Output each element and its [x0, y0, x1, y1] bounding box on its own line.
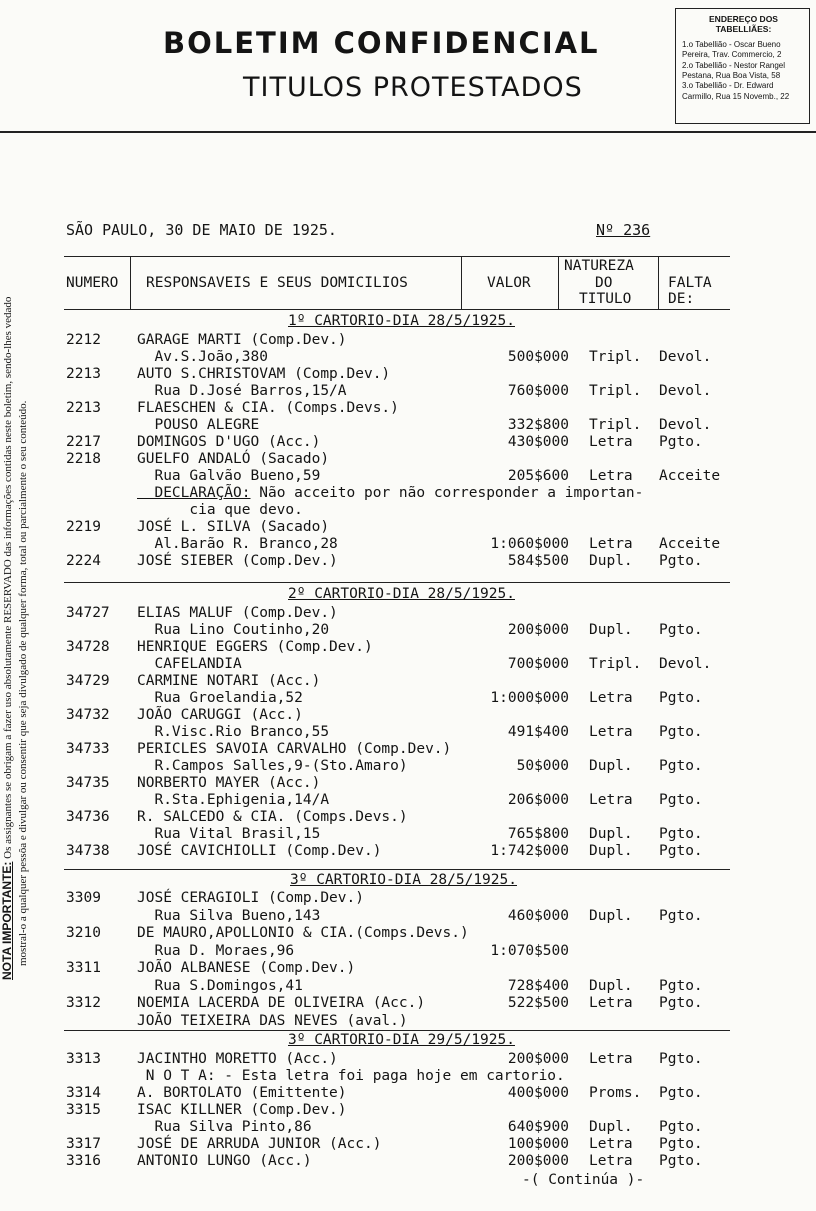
- entry-name: JOSÉ DE ARRUDA JUNIOR (Acc.): [137, 1136, 382, 1152]
- entry-detail: R.Visc.Rio Branco,55: [137, 724, 330, 740]
- entry-falta: Pgto.: [659, 622, 703, 638]
- entry-falta: Pgto.: [659, 843, 703, 859]
- entry-number: 34736: [66, 809, 110, 825]
- entry-name: JOSÉ SIEBER (Comp.Dev.): [137, 553, 338, 569]
- entry-detail: Rua Groelandia,52: [137, 690, 303, 706]
- entry-valor: 200$000: [507, 1153, 569, 1169]
- section-rule: [64, 869, 730, 870]
- continua-note: -( Continúa )-: [522, 1172, 645, 1188]
- entry-number: 2212: [66, 332, 101, 348]
- entry-natureza: Letra: [589, 468, 633, 484]
- entry-name: JOSÉ CERAGIOLI (Comp.Dev.): [137, 890, 364, 906]
- entry-natureza: Dupl.: [589, 843, 633, 859]
- entry-valor: 584$500: [507, 553, 569, 569]
- entry-number: 34738: [66, 843, 110, 859]
- entry-name: PERICLES SAVOIA CARVALHO (Comp.Dev.): [137, 741, 452, 757]
- entry-name: NOEMIA LACERDA DE OLIVEIRA (Acc.): [137, 995, 426, 1011]
- entry-natureza: Letra: [589, 995, 633, 1011]
- entry-falta: Devol.: [659, 656, 712, 672]
- col-header-numero: NUMERO: [66, 275, 119, 291]
- entry-valor: 500$000: [507, 349, 569, 365]
- col-header-responsaveis: RESPONSAVEIS E SEUS DOMICILIOS: [146, 275, 408, 291]
- entry-falta: Pgto.: [659, 792, 703, 808]
- entry-number: 3210: [66, 925, 101, 941]
- entry-number: 2224: [66, 553, 101, 569]
- entry-falta: Pgto.: [659, 434, 703, 450]
- entry-number: 2213: [66, 366, 101, 382]
- entry-valor: 200$000: [507, 1051, 569, 1067]
- entry-natureza: Tripl.: [589, 349, 642, 365]
- entry-falta: Pgto.: [659, 690, 703, 706]
- entry-detail: Rua Galvão Bueno,59: [137, 468, 321, 484]
- entry-detail: DECLARAÇÃO: Não acceito por não corresponder a importan-: [137, 485, 644, 501]
- address-line: Pereira, Trav. Commercio, 2: [682, 50, 782, 60]
- entry-detail: Rua Silva Bueno,143: [137, 907, 321, 924]
- column-divider: [461, 256, 462, 310]
- entry-name: DOMINGOS D'UGO (Acc.): [137, 434, 321, 450]
- entry-valor: 728$400: [507, 977, 569, 994]
- col-header-falta: DE:: [668, 291, 695, 307]
- entry-natureza: Dupl.: [589, 758, 633, 774]
- entry-valor: 640$900: [507, 1119, 569, 1135]
- entry-name: A. BORTOLATO (Emittente): [137, 1085, 347, 1101]
- entry-valor: 1:060$000: [490, 536, 569, 552]
- entry-valor: 400$000: [507, 1085, 569, 1101]
- entry-name: DE MAURO,APOLLONIO & CIA.(Comps.Devs.): [137, 925, 469, 941]
- entry-valor: 1:000$000: [490, 690, 569, 706]
- address-line: Carmillo, Rua 15 Novemb., 22: [682, 91, 790, 101]
- entry-detail: POUSO ALEGRE: [137, 417, 260, 433]
- entry-name: GARAGE MARTI (Comp.Dev.): [137, 332, 347, 348]
- entry-detail: R.Sta.Ephigenia,14/A: [137, 792, 330, 808]
- section-title: 2º CARTORIO-DIA 28/5/1925.: [288, 586, 515, 602]
- entry-falta: Devol.: [659, 349, 712, 365]
- entry-name: HENRIQUE EGGERS (Comp.Dev.): [137, 639, 373, 655]
- entry-valor: 760$000: [507, 383, 569, 399]
- entry-number: 3317: [66, 1136, 101, 1152]
- column-divider: [558, 256, 559, 310]
- side-note: [0, 220, 31, 980]
- section-title: 1º CARTORIO-DIA 28/5/1925.: [288, 313, 515, 329]
- entry-detail: Rua D. Moraes,96: [137, 942, 295, 959]
- address-line: 2.o Tabellião - Nestor Rangel: [682, 60, 786, 70]
- entry-falta: Devol.: [659, 417, 712, 433]
- entry-valor: 100$000: [507, 1136, 569, 1152]
- entry-number: 3312: [66, 995, 101, 1011]
- entry-valor: 1:070$500: [490, 942, 569, 959]
- entry-name: ELIAS MALUF (Comp.Dev.): [137, 605, 338, 621]
- col-header-natureza: TITULO: [579, 291, 632, 307]
- address-line: 1.o Tabellião - Oscar Bueno: [682, 39, 781, 49]
- entry-name: FLAESCHEN & CIA. (Comps.Devs.): [137, 400, 399, 416]
- entry-number: 3316: [66, 1153, 101, 1169]
- entry-natureza: Tripl.: [589, 383, 642, 399]
- entry-name: JOSÉ CAVICHIOLLI (Comp.Dev.): [137, 843, 382, 859]
- entry-valor: 1:742$000: [490, 843, 569, 859]
- side-note-line2: mostral-o a qualquer pessôa e divulgar ou consentir que seja divulgado de qualquer forma, total ou parcialmente o seu conteúdo.: [17, 400, 29, 966]
- section-rule: [64, 582, 730, 583]
- entry-valor: 200$000: [507, 622, 569, 638]
- entry-natureza: Dupl.: [589, 977, 633, 994]
- entry-valor: 700$000: [507, 656, 569, 672]
- section-title: 3º CARTORIO-DIA 29/5/1925.: [288, 1032, 515, 1048]
- entry-number: 34735: [66, 775, 110, 791]
- entry-number: 3311: [66, 960, 101, 976]
- entry-natureza: Dupl.: [589, 622, 633, 638]
- entry-falta: Devol.: [659, 383, 712, 399]
- entry-valor: 430$000: [507, 434, 569, 450]
- entry-name: AUTO S.CHRISTOVAM (Comp.Dev.): [137, 366, 391, 382]
- entry-valor: 460$000: [507, 907, 569, 924]
- entry-natureza: Dupl.: [589, 907, 633, 924]
- column-divider: [130, 256, 131, 310]
- entry-valor: 206$000: [507, 792, 569, 808]
- col-header-natureza: NATUREZA: [564, 258, 634, 274]
- entry-detail: Rua Lino Coutinho,20: [137, 622, 330, 638]
- entry-detail: R.Campos Salles,9-(Sto.Amaro): [137, 758, 408, 774]
- entry-valor: 765$800: [507, 826, 569, 842]
- entry-number: 34733: [66, 741, 110, 757]
- address-heading: ENDEREÇO DOS TABELLIÃES:: [709, 14, 778, 35]
- entry-number: 34729: [66, 673, 110, 689]
- entry-detail: JOÃO TEIXEIRA DAS NEVES (aval.): [137, 1012, 408, 1029]
- entry-number: 3309: [66, 890, 101, 906]
- entry-falta: Pgto.: [659, 826, 703, 842]
- table-header-rule: [64, 309, 730, 310]
- entry-falta: Pgto.: [659, 553, 703, 569]
- entry-natureza: Letra: [589, 1051, 633, 1067]
- address-line: 3.o Tabellião - Dr. Edward: [682, 81, 774, 91]
- entry-detail: Av.S.João,380: [137, 349, 268, 365]
- entry-name: ANTONIO LUNGO (Acc.): [137, 1153, 312, 1169]
- entry-natureza: Letra: [589, 536, 633, 552]
- entry-number: 3313: [66, 1051, 101, 1067]
- entry-name: CARMINE NOTARI (Acc.): [137, 673, 321, 689]
- declaracao-label: DECLARAÇÃO:: [137, 485, 251, 501]
- dateline: SÃO PAULO, 30 DE MAIO DE 1925.: [66, 221, 337, 239]
- header-rule: [0, 131, 816, 133]
- entry-natureza: Dupl.: [589, 1119, 633, 1135]
- entry-name: R. SALCEDO & CIA. (Comps.Devs.): [137, 809, 408, 825]
- entry-natureza: Letra: [589, 434, 633, 450]
- entry-natureza: Letra: [589, 792, 633, 808]
- entry-detail: CAFELANDIA: [137, 656, 242, 672]
- entry-number: 2218: [66, 451, 101, 467]
- entry-natureza: Dupl.: [589, 553, 633, 569]
- entry-valor: 332$800: [507, 417, 569, 433]
- entry-falta: Acceite: [659, 468, 721, 484]
- entry-detail: Rua Silva Pinto,86: [137, 1119, 312, 1135]
- entry-natureza: Letra: [589, 1136, 633, 1152]
- bulletin-title: BOLETIM CONFIDENCIAL: [163, 26, 600, 60]
- entry-name: JOÃO ALBANESE (Comp.Dev.): [137, 960, 356, 976]
- entry-name: JOÃO CARUGGI (Acc.): [137, 707, 303, 723]
- entry-natureza: Tripl.: [589, 656, 642, 672]
- entry-natureza: Dupl.: [589, 826, 633, 842]
- entry-name: JOSÉ L. SILVA (Sacado): [137, 519, 330, 535]
- entry-natureza: Letra: [589, 724, 633, 740]
- entry-number: 2213: [66, 400, 101, 416]
- bulletin-number: Nº 236: [596, 221, 651, 239]
- section-title: 3º CARTORIO-DIA 28/5/1925.: [290, 872, 517, 888]
- entry-detail: Rua D.José Barros,15/A: [137, 383, 347, 399]
- column-divider: [658, 256, 659, 310]
- entry-natureza: Letra: [589, 1153, 633, 1169]
- bulletin-subtitle: TITULOS PROTESTADOS: [243, 72, 583, 103]
- entry-number: 3315: [66, 1102, 101, 1118]
- entry-valor: 522$500: [507, 995, 569, 1011]
- entry-falta: Pgto.: [659, 1051, 703, 1067]
- entry-falta: Pgto.: [659, 1119, 703, 1135]
- entry-valor: 491$400: [507, 724, 569, 740]
- entry-valor: 205$600: [507, 468, 569, 484]
- notary-address-box: [675, 8, 810, 124]
- entry-detail: Rua Vital Brasil,15: [137, 826, 321, 842]
- entry-falta: Pgto.: [659, 995, 703, 1011]
- col-header-natureza: DO: [595, 275, 613, 291]
- address-line: Pestana, Rua Boa Vista, 58: [682, 71, 781, 81]
- entry-detail: Rua S.Domingos,41: [137, 977, 303, 994]
- col-header-falta: FALTA: [668, 275, 712, 291]
- entry-number: 34732: [66, 707, 110, 723]
- entry-natureza: Tripl.: [589, 417, 642, 433]
- entry-name: GUELFO ANDALÓ (Sacado): [137, 451, 330, 467]
- entry-falta: Acceite: [659, 536, 721, 552]
- entry-falta: Pgto.: [659, 1153, 703, 1169]
- entry-valor: 50$000: [516, 758, 569, 774]
- entry-falta: Pgto.: [659, 977, 703, 994]
- entry-number: 34728: [66, 639, 110, 655]
- entry-falta: Pgto.: [659, 724, 703, 740]
- entry-number: 2219: [66, 519, 101, 535]
- entry-falta: Pgto.: [659, 907, 703, 924]
- entry-natureza: Proms.: [589, 1085, 642, 1101]
- side-note-line1: Os assignantes se obrigam a fazer uso absolutamente RESERVADO das informações contidas neste boletim, sendo-lhes vedado: [2, 296, 14, 859]
- entry-number: 34727: [66, 605, 110, 621]
- side-note-label: NOTA IMPORTANTE:: [0, 861, 14, 980]
- entry-number: 3314: [66, 1085, 101, 1101]
- entry-number: 2217: [66, 434, 101, 450]
- entry-detail: cia que devo.: [137, 502, 303, 518]
- entry-name: ISAC KILLNER (Comp.Dev.): [137, 1102, 347, 1118]
- entry-natureza: Letra: [589, 690, 633, 706]
- entry-name: JACINTHO MORETTO (Acc.): [137, 1051, 338, 1067]
- entry-detail: N O T A: - Esta letra foi paga hoje em cartorio.: [137, 1068, 565, 1084]
- entry-falta: Pgto.: [659, 1085, 703, 1101]
- entry-falta: Pgto.: [659, 1136, 703, 1152]
- entry-falta: Pgto.: [659, 758, 703, 774]
- entry-name: NORBERTO MAYER (Acc.): [137, 775, 321, 791]
- entry-detail: Al.Barão R. Branco,28: [137, 536, 338, 552]
- col-header-valor: VALOR: [487, 275, 531, 291]
